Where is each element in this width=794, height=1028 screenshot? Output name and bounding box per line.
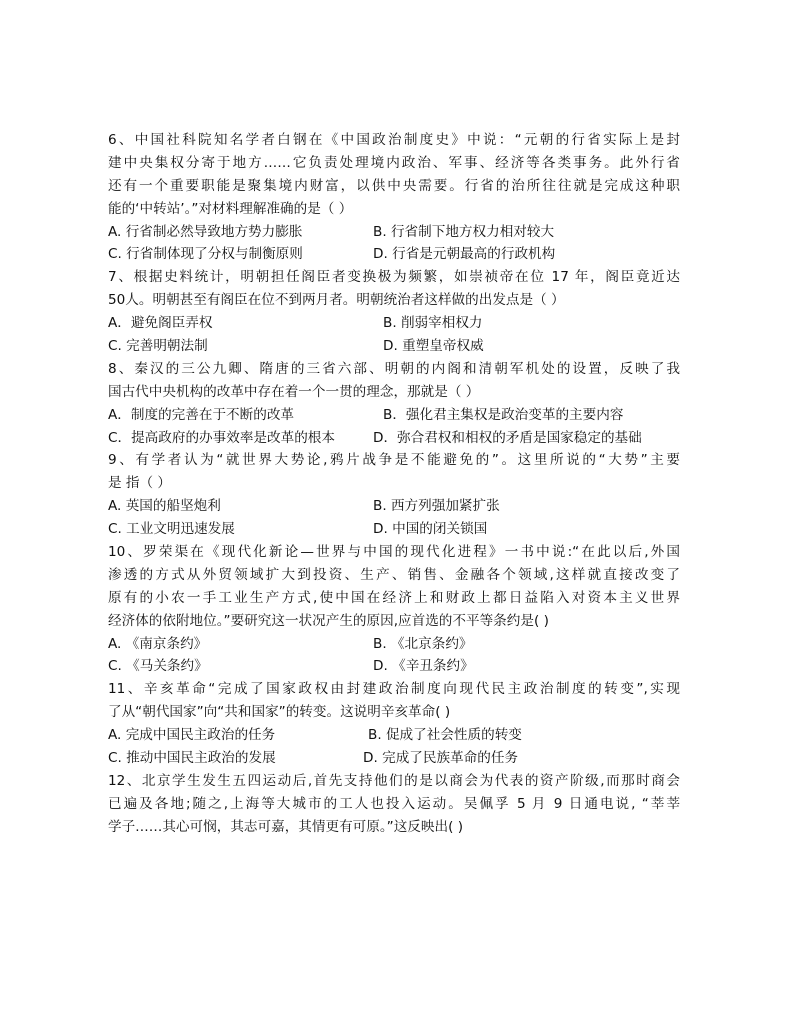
question-text-line: 渗透的方式从外贸领域扩大到投资、生产、销售、金融各个领域,这样就直接改变了 — [108, 566, 680, 583]
question-text-line: 已遍及各地;随之,上海等大城市的工人也投入运动。吴佩孚 5 月 9 日通电说, “莘莘 — [108, 795, 680, 812]
option-d[interactable]: D. 重塑皇帝权威 — [383, 338, 484, 355]
question-7 — [108, 266, 680, 358]
question-text-line: 经济体的依附地位。”要研究这一状况产生的原因,应首选的不平等条约是( ) — [108, 612, 549, 629]
question-text-line: 能的‘中转站’。”对材料理解准确的是（ ） — [108, 200, 353, 217]
question-text-line: 11、辛亥革命“完成了国家政权由封建政治制度向现代民主政治制度的转变”,实现 — [108, 681, 680, 698]
question-9 — [108, 449, 680, 541]
option-d[interactable]: D. 《辛丑条约》 — [373, 658, 474, 675]
option-c[interactable]: C. 行省制体现了分权与制衡原则 — [108, 246, 303, 263]
question-text-line: 是 指（ ） — [108, 475, 172, 492]
option-c[interactable]: C. 完善明朝法制 — [108, 338, 208, 355]
question-text-line: 还有一个重要职能是聚集境内财富，以供中央需要。行省的治所往往就是完成这种职 — [108, 177, 680, 194]
option-row — [108, 655, 680, 678]
option-d[interactable]: D. 完成了民族革命的任务 — [363, 750, 519, 767]
option-a[interactable]: A．制度的完善在于不断的改革 — [108, 406, 295, 423]
option-b[interactable]: B. 西方列强加紧扩张 — [373, 498, 500, 515]
option-b[interactable]: B. 削弱宰相权力 — [383, 315, 483, 332]
option-a[interactable]: A. 行省制必然导致地方势力膨胀 — [108, 223, 303, 240]
option-a[interactable]: A. 《南京条约》 — [108, 635, 208, 652]
question-text-line: 50人。明朝甚至有阁臣在位不到两月者。明朝统治者这样做的出发点是（ ） — [108, 292, 565, 309]
question-text-line: 7、根据史料统计，明朝担任阁臣者变换极为频繁，如崇祯帝在位 17 年，阁臣竟近达 — [108, 269, 680, 286]
option-b[interactable]: B. 促成了社会性质的转变 — [368, 727, 522, 744]
option-d[interactable]: D. 中国的闭关锁国 — [373, 521, 488, 538]
question-text-line: 建中央集权分寄于地方……它负责处理境内政治、军事、经济等各类事务。此外行省 — [108, 154, 680, 171]
option-b[interactable]: B．强化君主集权是政治变革的主要内容 — [383, 406, 624, 423]
option-a[interactable]: A. 完成中国民主政治的任务 — [108, 727, 276, 744]
option-d[interactable]: D. 行省是元朝最高的行政机构 — [373, 246, 556, 263]
option-row — [108, 495, 680, 518]
option-row — [108, 747, 680, 770]
question-text-line: 10、罗荣渠在《现代化新论—世界与中国的现代化进程》一书中说:“在此以后,外国 — [108, 544, 680, 561]
option-row — [108, 312, 680, 335]
question-list — [108, 129, 680, 839]
question-text-line: 12、北京学生发生五四运动后,首先支持他们的是以商会为代表的资产阶级,而那时商会 — [108, 772, 680, 789]
question-12 — [108, 770, 680, 839]
option-d[interactable]: D．弥合君权和相权的矛盾是国家稳定的基础 — [373, 429, 642, 446]
question-8 — [108, 358, 680, 450]
option-row — [108, 335, 680, 358]
option-a[interactable]: A．避免阁臣弄权 — [108, 315, 213, 332]
option-row — [108, 518, 680, 541]
option-b[interactable]: B. 行省制下地方权力相对较大 — [373, 223, 555, 240]
option-row — [108, 404, 680, 427]
option-c[interactable]: C．提高政府的办事效率是改革的根本 — [108, 429, 335, 446]
option-a[interactable]: A. 英国的船坚炮利 — [108, 498, 221, 515]
option-row — [108, 427, 680, 450]
option-row — [108, 633, 680, 656]
option-row — [108, 724, 680, 747]
option-row — [108, 243, 680, 266]
question-text-line: 了从“朝代国家”向“共和国家”的转变。这说明辛亥革命( ) — [108, 704, 451, 721]
question-11 — [108, 678, 680, 770]
question-text-line: 6、中国社科院知名学者白钢在《中国政治制度史》中说：“元朝的行省实际上是封 — [108, 132, 680, 148]
question-10 — [108, 541, 680, 678]
question-6 — [108, 129, 680, 266]
question-text-line: 原有的小农一手工业生产方式,使中国在经济上和财政上都日益陷入对资本主义世界 — [108, 589, 680, 606]
option-b[interactable]: B. 《北京条约》 — [373, 635, 473, 652]
option-c[interactable]: C. 推动中国民主政治的发展 — [108, 750, 276, 767]
question-text-line: 国古代中央机构的改革中存在着一个一贯的理念，那就是（ ） — [108, 383, 480, 400]
option-c[interactable]: C. 《马关条约》 — [108, 658, 208, 675]
option-row — [108, 221, 680, 244]
option-c[interactable]: C. 工业文明迅速发展 — [108, 521, 235, 538]
question-text-line: 学子……其心可悯，其志可嘉，其情更有可原。”这反映出( ) — [108, 818, 464, 835]
question-text-line: 9、有学者认为“就世界大势论,鸦片战争是不能避免的”。这里所说的“大势”主要 — [108, 452, 680, 469]
question-text-line: 8、秦汉的三公九卿、隋唐的三省六部、明朝的内阁和清朝军机处的设置，反映了我 — [108, 360, 680, 377]
